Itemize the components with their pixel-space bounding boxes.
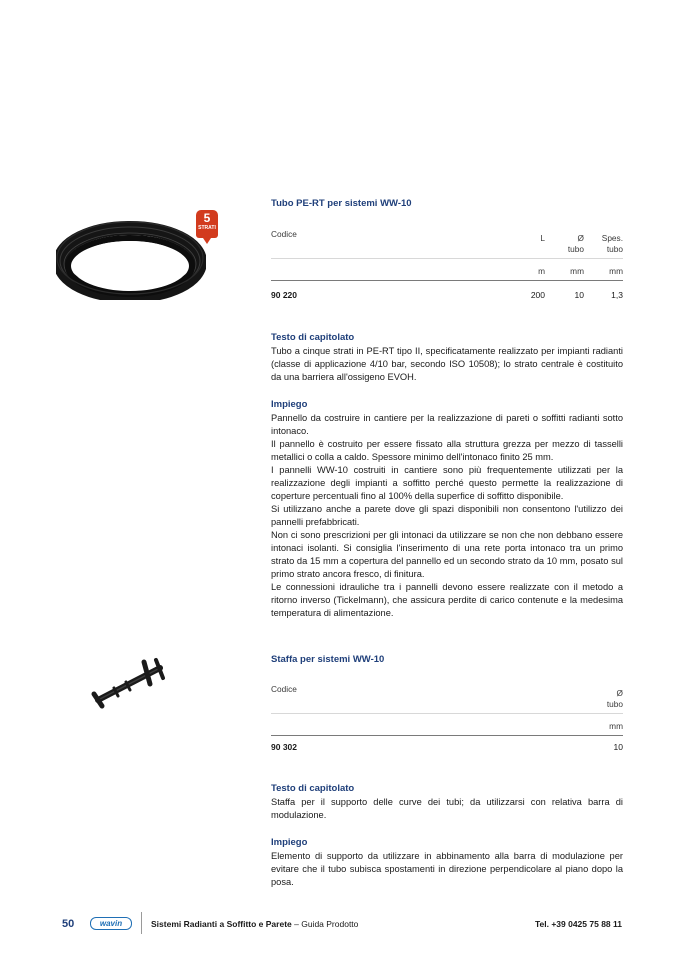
- badge-number: 5: [203, 211, 211, 225]
- spec-heading: Testo di capitolato: [271, 332, 355, 343]
- header-diameter: Ø tubo: [606, 688, 623, 709]
- table-header-rule: [271, 280, 623, 281]
- usage-section: [271, 399, 623, 620]
- badge-label: STRATI: [198, 225, 216, 231]
- header-diameter: Ø tubo: [567, 233, 584, 254]
- spec-heading: Testo di capitolato: [271, 783, 355, 794]
- product-title: Staffa per sistemi WW-10: [271, 654, 385, 665]
- unit-diameter: mm: [609, 721, 623, 731]
- unit-length: m: [538, 266, 545, 276]
- wavin-logo: wavin: [90, 917, 132, 930]
- page-number: 50: [62, 918, 75, 930]
- usage-section: [271, 837, 623, 889]
- pipe-coil-image: [56, 214, 206, 300]
- usage-heading: Impiego: [271, 399, 308, 410]
- usage-paragraph: Non ci sono prescrizioni per gli intonaci da utilizzare se non che non debbano essere intonaci isolanti. Si consiglia l'inserimento di una rete porta intonaco tra un primo strato da 15 mm a copertura del pannello ed un secondo strato da 10 mm, posato sul primo strato ancora fresco, di finitura.: [271, 530, 623, 579]
- usage-paragraph: Le connessioni idrauliche tra i pannelli devono essere realizzate con il metodo a ritorno inverso (Tickelmann), che assicura perdite di carico contenute e la medesima temperatura di alimentazione.: [271, 582, 623, 618]
- unit-thickness: mm: [609, 266, 623, 276]
- header-thickness: Spes. tubo: [601, 233, 623, 254]
- product-code: 90 302: [271, 742, 297, 752]
- code-header: Codice: [271, 684, 297, 694]
- table-divider: [271, 258, 623, 259]
- table-divider: [271, 713, 623, 714]
- footer-divider: [141, 912, 142, 934]
- bracket-image: [88, 654, 170, 710]
- layers-badge: [196, 210, 218, 238]
- usage-text: Elemento di supporto da utilizzare in abbinamento alla barra di modulazione per evitare che il tubo subisca spostamenti in direzione perpendicolare al piano dopo la posa.: [271, 851, 623, 887]
- product-code: 90 220: [271, 290, 297, 300]
- usage-paragraph: I pannelli WW-10 costruiti in cantiere sono più frequentemente utilizzati per la realizzazione degli impianti a soffitto perché questo permette la realizzazione di coperture percentuali fino al 100% della superfice di soffitto disponibile.: [271, 465, 623, 501]
- table-header-rule: [271, 735, 623, 736]
- footer-phone: Tel. +39 0425 75 88 11: [534, 919, 622, 929]
- product-title: Tubo PE-RT per sistemi WW-10: [271, 198, 412, 209]
- unit-diameter: mm: [570, 266, 584, 276]
- usage-heading: Impiego: [271, 837, 308, 848]
- value-diameter: 10: [613, 742, 623, 752]
- spec-text: Tubo a cinque strati in PE-RT tipo II, specificatamente realizzato per impianti radianti (classe di applicazione 4/10 bar, secondo ISO 10508); lo strato centrale è costituito da una barriera all'ossigeno EVOH.: [271, 346, 623, 382]
- spec-section: [271, 332, 623, 384]
- value-length: 200: [530, 290, 545, 300]
- value-diameter: 10: [574, 290, 584, 300]
- usage-paragraph: Il pannello è costruito per essere fissato alla struttura grezza per mezzo di tasselli metallici o colla a caldo. Spessore minimo dell'intonaco finito 25 mm.: [271, 439, 623, 462]
- code-header: Codice: [271, 229, 297, 239]
- header-length: L: [540, 233, 545, 243]
- footer-title: Sistemi Radianti a Soffitto e Parete – Guida Prodotto: [151, 919, 359, 929]
- spec-text: Staffa per il supporto delle curve dei tubi; da utilizzarsi con relativa barra di modulazione.: [271, 797, 623, 820]
- usage-paragraph: Si utilizzano anche a parete dove gli spazi disponibili non consentono l'utilizzo dei pannelli prefabbricati.: [271, 504, 623, 527]
- spec-section: [271, 783, 623, 822]
- value-thickness: 1,3: [611, 290, 623, 300]
- usage-paragraph: Pannello da costruire in cantiere per la realizzazione di pareti o soffitti radianti sotto intonaco.: [271, 413, 623, 436]
